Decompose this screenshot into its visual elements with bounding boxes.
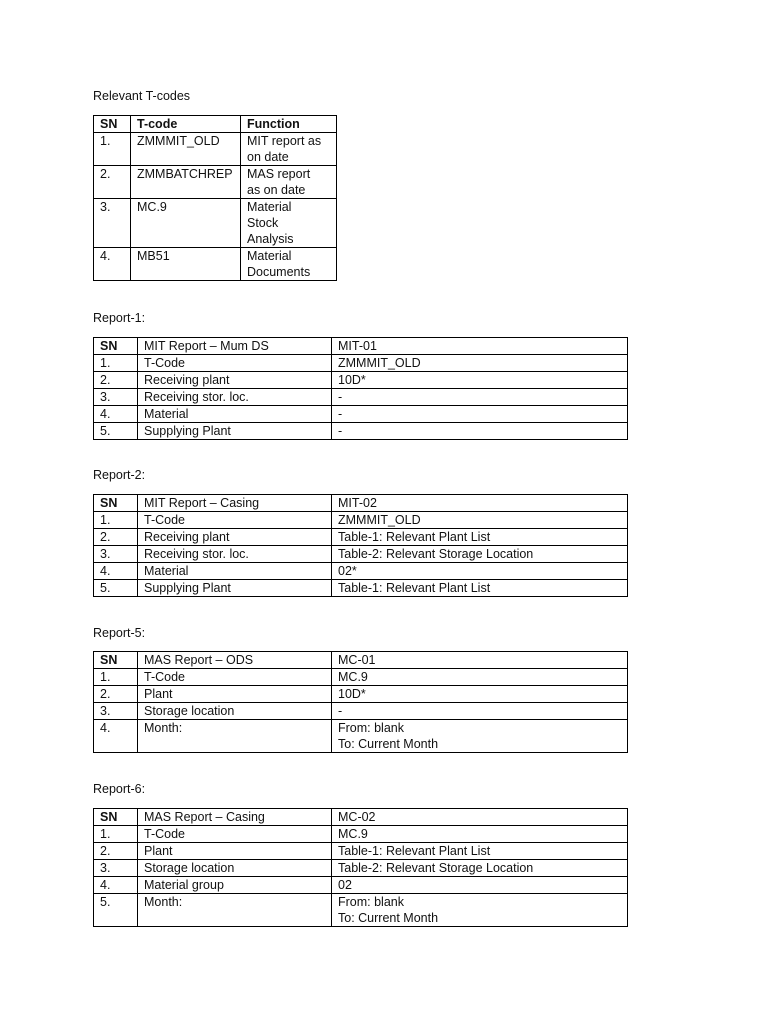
cell-value: - [332, 703, 628, 720]
table-row [94, 563, 628, 580]
cell-value: Table-2: Relevant Storage Location [332, 860, 628, 877]
header-report-name: MIT Report – Casing [138, 495, 332, 512]
cell-value: MC.9 [332, 669, 628, 686]
header-tcode: T-code [131, 116, 241, 133]
cell-sn: 3. [94, 389, 138, 406]
cell-line: From: blank [338, 895, 404, 909]
table-row [94, 406, 628, 423]
cell-line: Documents [247, 265, 311, 279]
cell-field: Plant [138, 843, 332, 860]
table-row [94, 423, 628, 440]
report-heading: Report-6: [93, 782, 146, 796]
cell-field: Material [138, 406, 332, 423]
table-header-row [94, 338, 628, 355]
table-row [94, 166, 337, 199]
table-row [94, 894, 628, 927]
cell-sn: 5. [94, 423, 138, 440]
header-sn: SN [94, 495, 138, 512]
cell-field: Supplying Plant [138, 423, 332, 440]
cell-value: Table-1: Relevant Plant List [332, 580, 628, 597]
cell-value [332, 720, 628, 753]
table-row [94, 686, 628, 703]
cell-value: - [332, 406, 628, 423]
report-heading: Report-1: [93, 311, 146, 325]
report-table [93, 337, 628, 440]
table-header-row [94, 652, 628, 669]
cell-line: To: Current Month [338, 911, 439, 925]
cell-field: Receiving stor. loc. [138, 546, 332, 563]
cell-line: as on date [247, 183, 306, 197]
cell-sn: 2. [94, 529, 138, 546]
report-table [93, 808, 628, 927]
cell-field: Receiving plant [138, 529, 332, 546]
report-table [93, 494, 628, 597]
cell-value: ZMMMIT_OLD [332, 355, 628, 372]
cell-field: Receiving plant [138, 372, 332, 389]
cell-value: ZMMMIT_OLD [332, 512, 628, 529]
cell-sn: 5. [94, 894, 138, 927]
header-report-id: MIT-01 [332, 338, 628, 355]
header-report-id: MC-01 [332, 652, 628, 669]
cell-sn: 4. [94, 720, 138, 753]
cell-field: Storage location [138, 860, 332, 877]
cell-line: on date [247, 150, 289, 164]
table-header-row [94, 495, 628, 512]
cell-sn: 3. [94, 860, 138, 877]
cell-value: 02 [332, 877, 628, 894]
cell-field: Plant [138, 686, 332, 703]
table-row [94, 248, 337, 281]
table-row [94, 355, 628, 372]
cell-sn: 3. [94, 546, 138, 563]
table-row [94, 389, 628, 406]
table-header-row [94, 809, 628, 826]
cell-sn: 4. [94, 406, 138, 423]
cell-line: Material [247, 200, 292, 214]
cell-line: Material [247, 249, 292, 263]
table-row [94, 826, 628, 843]
header-function: Function [241, 116, 337, 133]
cell-line: Stock [247, 216, 279, 230]
cell-sn: 3. [94, 703, 138, 720]
cell-sn: 4. [94, 248, 131, 281]
table-row [94, 669, 628, 686]
table-row [94, 877, 628, 894]
header-sn: SN [94, 809, 138, 826]
cell-sn: 1. [94, 512, 138, 529]
cell-tcode: ZMMBATCHREP [131, 166, 241, 199]
header-report-name: MIT Report – Mum DS [138, 338, 332, 355]
cell-field: Receiving stor. loc. [138, 389, 332, 406]
cell-tcode: ZMMMIT_OLD [131, 133, 241, 166]
cell-tcode: MB51 [131, 248, 241, 281]
cell-sn: 1. [94, 355, 138, 372]
cell-function [241, 248, 337, 281]
cell-tcode: MC.9 [131, 199, 241, 248]
cell-field: T-Code [138, 669, 332, 686]
cell-line: From: blank [338, 721, 404, 735]
cell-value: 02* [332, 563, 628, 580]
tcodes-heading: Relevant T-codes [93, 89, 191, 103]
cell-sn: 1. [94, 669, 138, 686]
header-sn: SN [94, 338, 138, 355]
cell-field: Material [138, 563, 332, 580]
report-table [93, 651, 628, 753]
table-row [94, 860, 628, 877]
table-row [94, 843, 628, 860]
header-sn: SN [94, 652, 138, 669]
tcodes-table [93, 115, 337, 281]
cell-sn: 2. [94, 372, 138, 389]
cell-sn: 2. [94, 843, 138, 860]
report-heading: Report-5: [93, 626, 146, 640]
table-row [94, 372, 628, 389]
cell-function [241, 199, 337, 248]
report-heading: Report-2: [93, 468, 146, 482]
header-report-id: MC-02 [332, 809, 628, 826]
cell-sn: 2. [94, 166, 131, 199]
table-row [94, 546, 628, 563]
table-row [94, 133, 337, 166]
header-report-name: MAS Report – Casing [138, 809, 332, 826]
cell-sn: 4. [94, 563, 138, 580]
table-row [94, 529, 628, 546]
cell-value: Table-1: Relevant Plant List [332, 529, 628, 546]
cell-line: Analysis [247, 232, 294, 246]
table-header-row [94, 116, 337, 133]
cell-value: - [332, 389, 628, 406]
table-row [94, 199, 337, 248]
cell-sn: 5. [94, 580, 138, 597]
cell-field: Month: [138, 894, 332, 927]
table-row [94, 512, 628, 529]
cell-line: To: Current Month [338, 737, 439, 751]
cell-field: Supplying Plant [138, 580, 332, 597]
cell-field: Storage location [138, 703, 332, 720]
cell-value: - [332, 423, 628, 440]
cell-field: T-Code [138, 355, 332, 372]
cell-sn: 1. [94, 826, 138, 843]
cell-value: MC.9 [332, 826, 628, 843]
table-row [94, 703, 628, 720]
cell-value [332, 894, 628, 927]
cell-function [241, 166, 337, 199]
cell-field: Material group [138, 877, 332, 894]
cell-sn: 1. [94, 133, 131, 166]
header-sn: SN [94, 116, 131, 133]
cell-function [241, 133, 337, 166]
cell-field: Month: [138, 720, 332, 753]
header-report-id: MIT-02 [332, 495, 628, 512]
cell-sn: 2. [94, 686, 138, 703]
cell-line: MAS report [247, 167, 311, 181]
cell-field: T-Code [138, 826, 332, 843]
cell-value: Table-1: Relevant Plant List [332, 843, 628, 860]
cell-line: MIT report as [247, 134, 322, 148]
cell-value: 10D* [332, 372, 628, 389]
header-report-name: MAS Report – ODS [138, 652, 332, 669]
cell-value: 10D* [332, 686, 628, 703]
cell-field: T-Code [138, 512, 332, 529]
table-row [94, 720, 628, 753]
cell-sn: 3. [94, 199, 131, 248]
table-row [94, 580, 628, 597]
cell-sn: 4. [94, 877, 138, 894]
cell-value: Table-2: Relevant Storage Location [332, 546, 628, 563]
